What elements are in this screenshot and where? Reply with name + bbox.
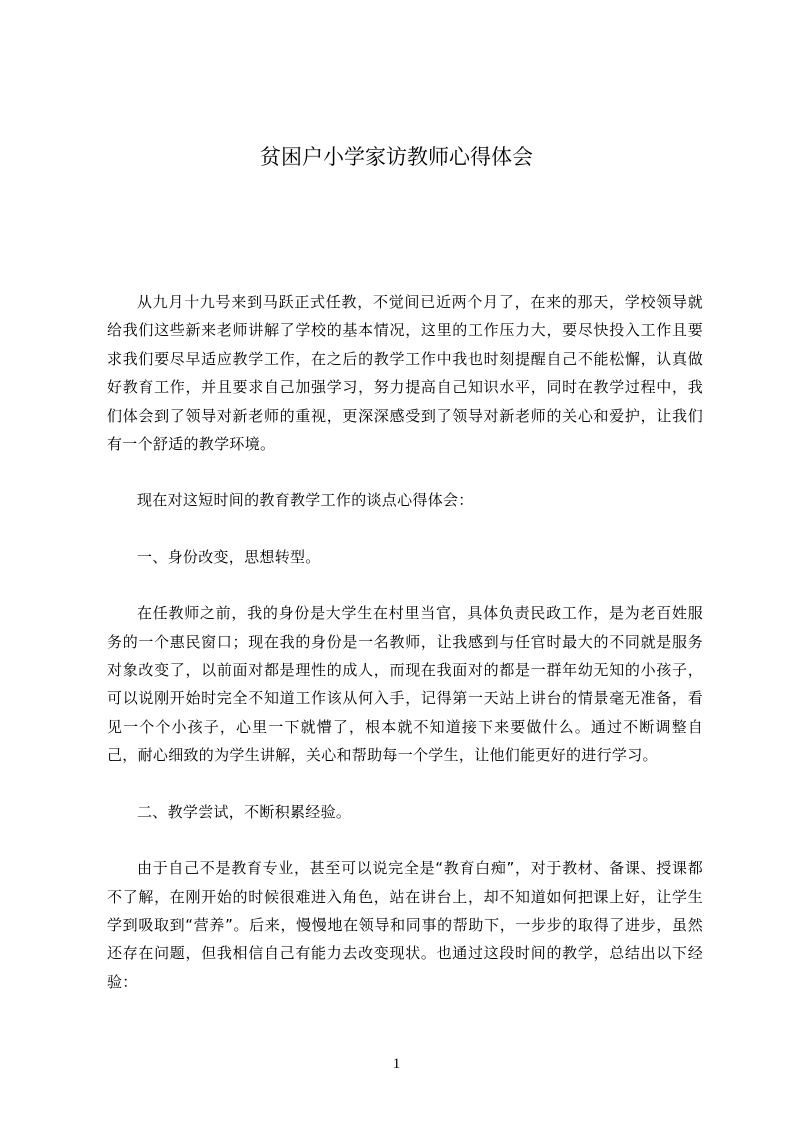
- paragraph-summary-lead: 现在对这短时间的教育教学工作的谈点心得体会：: [137, 491, 474, 510]
- section-heading-1: 一、身份改变，思想转型。: [137, 547, 321, 566]
- document-title: 贫困户小学家访教师心得体会: [260, 145, 533, 169]
- paragraph-teaching-attempt: 由于自己不是教育专业，甚至可以说完全是“教育白痴”，对于教材、备课、授课都不了解，在刚开始的时候很难进入角色，站在讲台上，却不知道如何把课上好，让学生学到吸取到“营养”。后来，慢慢地在领导和同事的帮助下，一步步的取得了进步，虽然还存在问题，但我相信自己有能力去改变现状。也通过这段时间的教学，总结出以下经验：: [107, 859, 703, 991]
- document-body: [107, 288, 703, 996]
- paragraph-intro: 从九月十九号来到马跃正式任教，不觉间已近两个月了，在来的那天，学校领导就给我们这些新来老师讲解了学校的基本情况，这里的工作压力大，要尽快投入工作且要求我们要尽早适应教学工作，在之后的教学工作中我也时刻提醒自己不能松懈，认真做好教育工作，并且要求自己加强学习，努力提高自己知识水平，同时在教学过程中，我们体会到了领导对新老师的重视，更深深感受到了领导对新老师的关心和爱护，让我们有一个舒适的教学环境。: [107, 293, 703, 454]
- paragraph-identity-change: 在任教师之前，我的身份是大学生在村里当官，具体负责民政工作，是为老百姓服务的一个惠民窗口；现在我的身份是一名教师，让我感到与任官时最大的不同就是服务对象改变了，以前面对都是理性的成人，而现在我面对的都是一群年幼无知的小孩子，可以说刚开始时完全不知道工作该从何入手，记得第一天站上讲台的情景毫无准备，看见一个个小孩子，心里一下就懵了，根本就不知道接下来要做什么。通过不断调整自己，耐心细致的为学生讲解，关心和帮助每一个学生，让他们能更好的进行学习。: [107, 604, 703, 765]
- section-heading-2: 二、教学尝试，不断积累经验。: [137, 802, 352, 821]
- page-number: 1: [392, 1056, 401, 1072]
